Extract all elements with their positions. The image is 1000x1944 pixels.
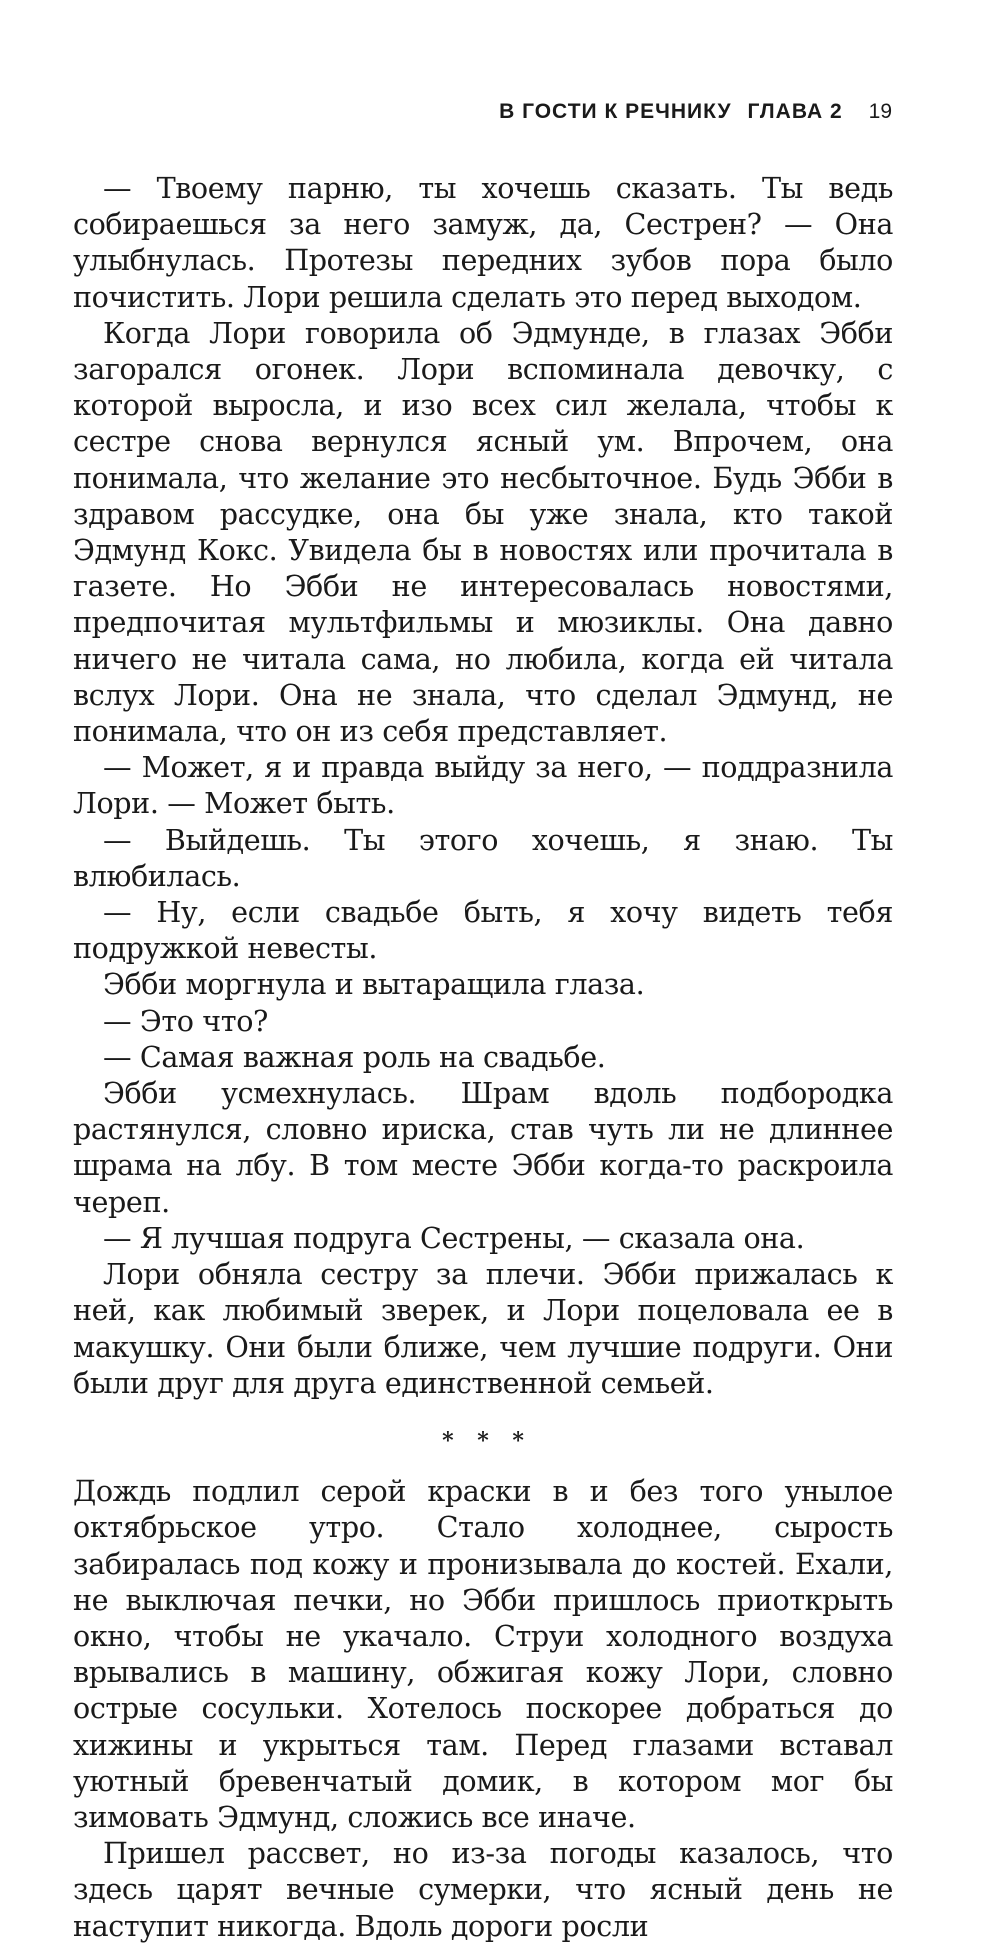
paragraph: — Ну, если свадьбе быть, я хочу видеть тебя подружкой невесты. bbox=[73, 895, 893, 966]
paragraph: — Может, я и правда выйду за него, — поддразнила Лори. — Может быть. bbox=[73, 750, 893, 821]
page-number: 19 bbox=[868, 100, 892, 123]
paragraph: — Я лучшая подруга Сестрены, — сказала она. bbox=[103, 1220, 805, 1255]
paragraph: — Выйдешь. Ты этого хочешь, я знаю. Ты влюбилась. bbox=[73, 822, 893, 893]
running-header bbox=[499, 100, 892, 124]
paragraph: Эбби моргнула и вытаращила глаза. bbox=[103, 967, 645, 1002]
scene-separator: * * * bbox=[442, 1427, 532, 1454]
paragraph: Дождь подлил серой краски в и без того унылое октябрьское утро. Стало холоднее, сырость забиралась под кожу и пронизывала до костей. Ехали, не выключая печки, но Эбби пришлось приоткрыть окно, чтобы не укачало. Струи холодного воздуха врывались в машину, обжигая кожу Лори, словно острые сосульки. Хотелось поскорее добраться до хижины и укрыться там. Перед глазами вставал уютный бревенчатый домик, в котором мог бы зимовать Эдмунд, сложись все иначе. bbox=[73, 1474, 893, 1834]
paragraph: — Твоему парню, ты хочешь сказать. Ты ведь собираешься за него замуж, да, Сестрен? — Она улыбнулась. Протезы передних зубов пора было почистить. Лори решила сделать это перед выходом. bbox=[73, 171, 893, 314]
paragraph: Когда Лори говорила об Эдмунде, в глазах Эбби загорался огонек. Лори вспоминала девочку, с которой выросла, и изо всех сил желала, чтобы к сестре снова вернулся ясный ум. Впрочем, она понимала, что желание это несбыточное. Будь Эбби в здравом рассудке, она бы уже знала, кто такой Эдмунд Кокс. Увидела бы в новостях или прочитала в газете. Но Эбби не интересовалась новостями, предпочитая мультфильмы и мюзиклы. Она давно ничего не читала сама, но любила, когда ей читала вслух Лори. Она не знала, что сделал Эдмунд, не понимала, что он из себя представляет. bbox=[73, 315, 893, 749]
paragraph: — Самая важная роль на свадьбе. bbox=[103, 1039, 606, 1074]
paragraph: — Это что? bbox=[103, 1003, 268, 1038]
paragraph: Пришел рассвет, но из-за погоды казалось, что здесь царят вечные сумерки, что ясный день не наступит никогда. Вдоль дороги росли bbox=[73, 1836, 893, 1943]
body-text bbox=[73, 170, 893, 1944]
chapter-label: ГЛАВА 2 bbox=[747, 100, 843, 123]
paragraph: Эбби усмехнулась. Шрам вдоль подбородка растянулся, словно ириска, став чуть ли не длиннее шрама на лбу. В том месте Эбби когда-то раскроила череп. bbox=[73, 1076, 893, 1219]
paragraph: Лори обняла сестру за плечи. Эбби прижалась к ней, как любимый зверек, и Лори поцеловала ее в макушку. Они были ближе, чем лучшие подруги. Они были друг для друга единственной семьей. bbox=[73, 1257, 893, 1400]
book-title: В ГОСТИ К РЕЧНИКУ bbox=[499, 100, 732, 123]
